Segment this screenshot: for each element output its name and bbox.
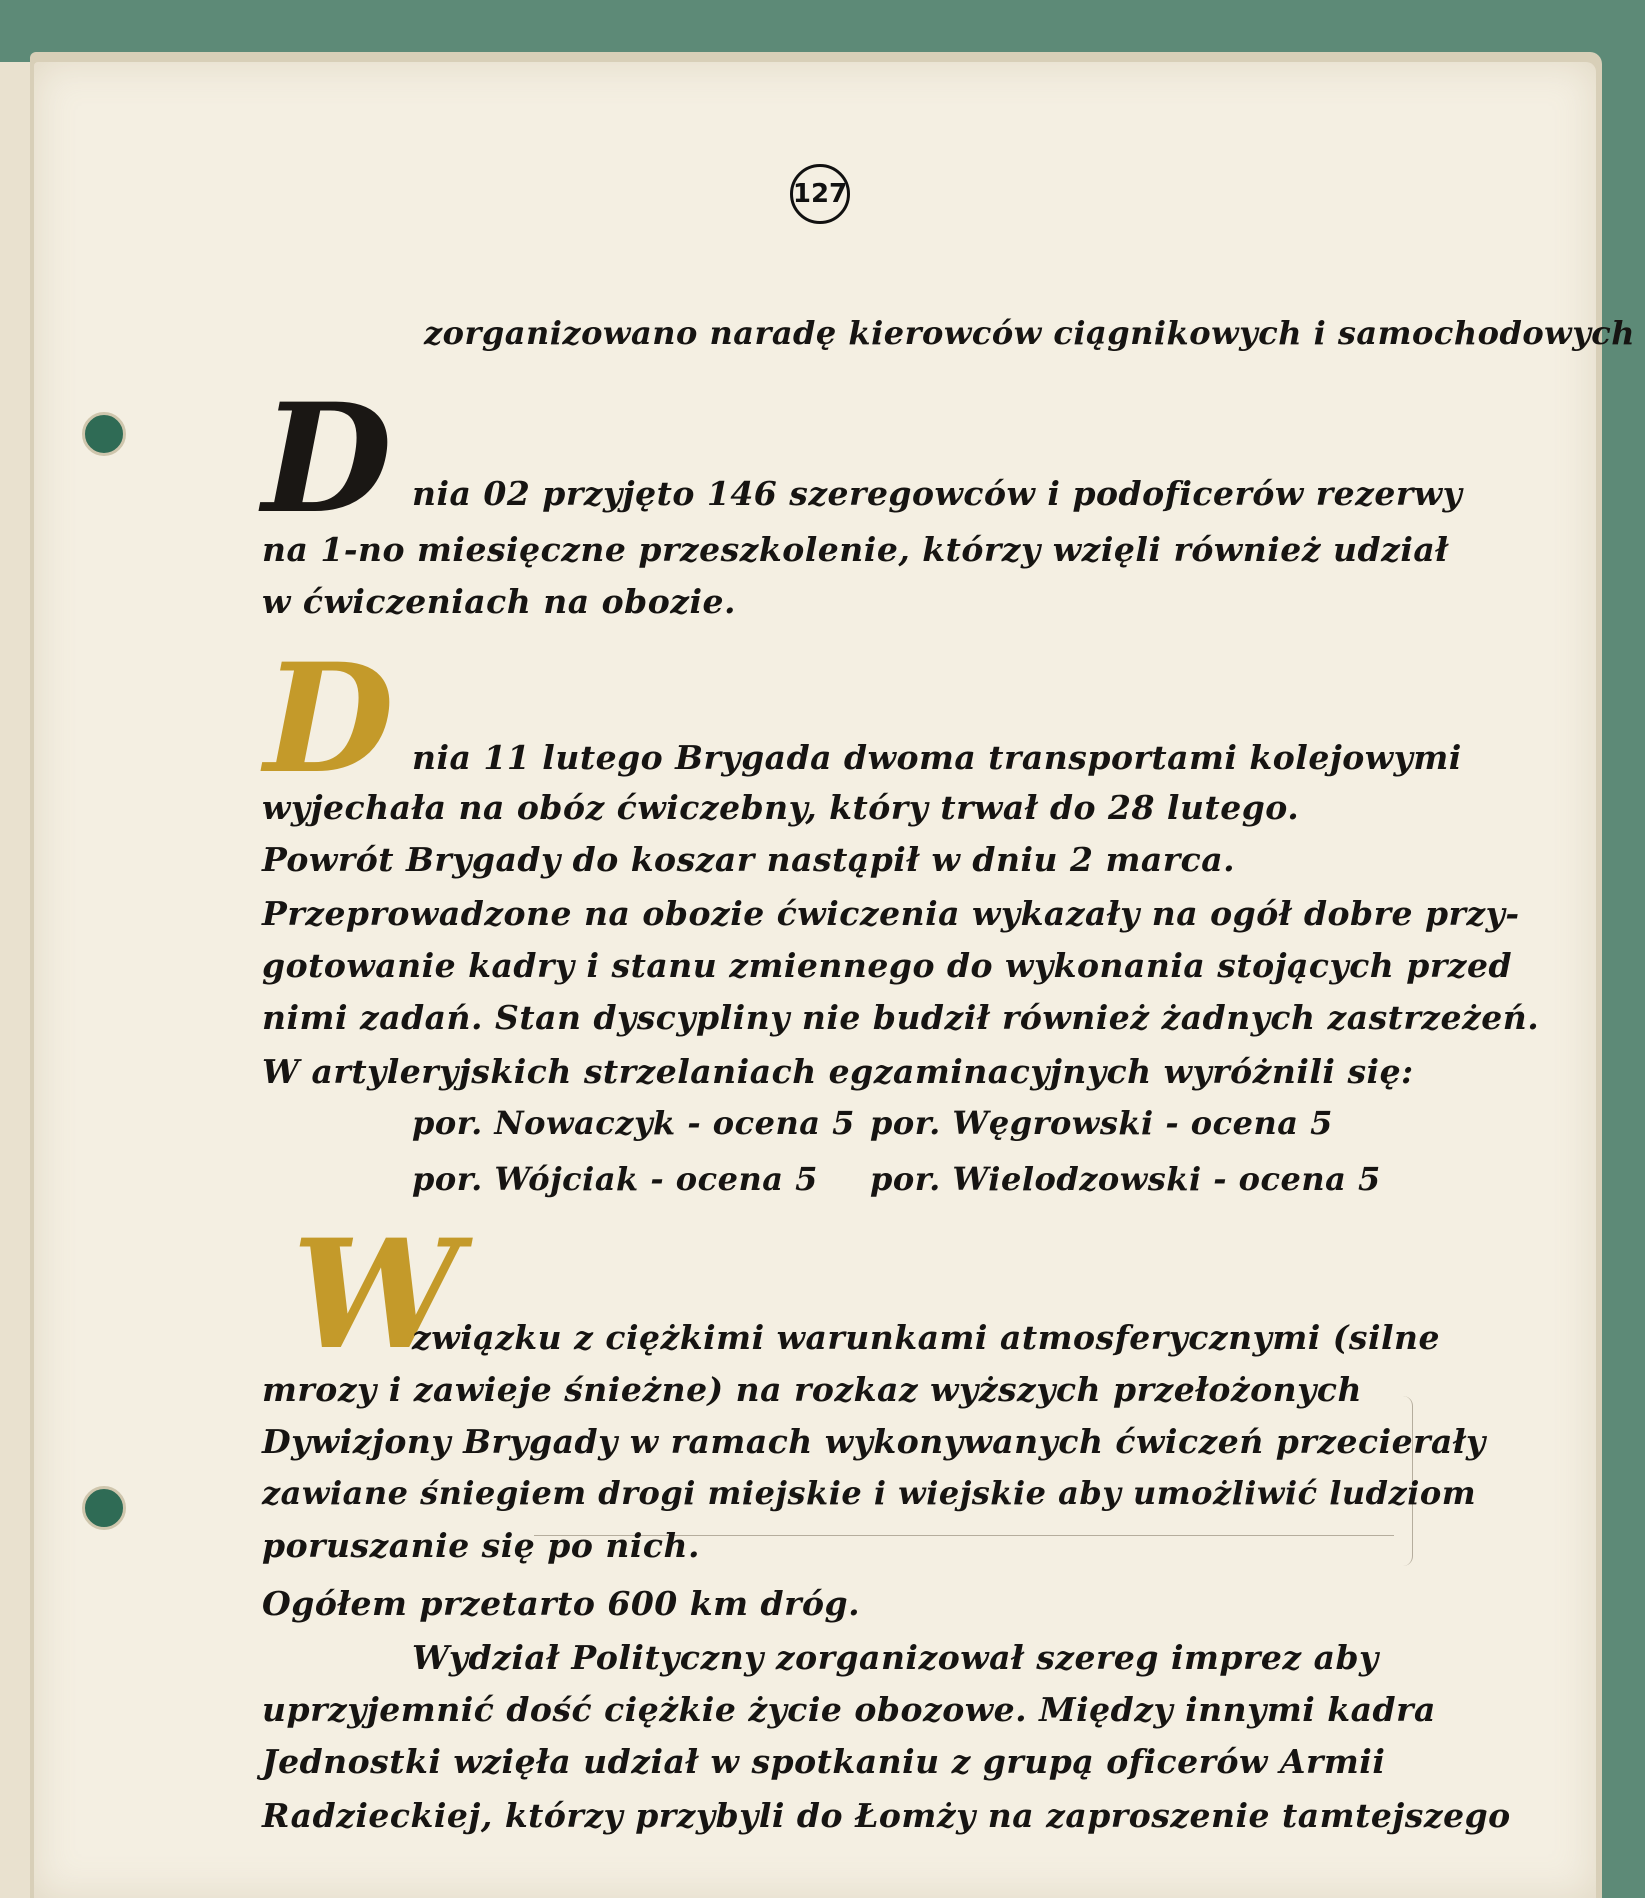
decorative-initial-2: D <box>264 631 395 807</box>
distinction-4: por. Wielodzowski - ocena 5 <box>870 1160 1381 1198</box>
distinction-3: por. Wójciak - ocena 5 <box>412 1160 818 1198</box>
paragraph-3-line-6: Ogółem przetarto 600 km dróg. <box>262 1584 861 1623</box>
paragraph-2-line-3: Powrót Brygady do koszar nastąpił w dniu 2 marca. <box>262 840 1236 879</box>
page-number: 127 <box>790 164 850 224</box>
distinction-1: por. Nowaczyk - ocena 5 <box>412 1104 855 1142</box>
paragraph-2-line-5: gotowanie kadry i stanu zmiennego do wykonania stojących przed <box>262 946 1513 985</box>
paragraph-1-line-2: na 1-no miesięczne przeszkolenie, którzy wzięli również udział <box>262 530 1449 569</box>
binder-hole-bottom <box>82 1486 126 1530</box>
paragraph-1-line-1: nia 02 przyjęto 146 szeregowców i podoficerów rezerwy <box>412 474 1463 513</box>
decorative-initial-3: W <box>292 1207 461 1383</box>
paragraph-4-line-4: Radzieckiej, którzy przybyli do Łomży na zaproszenie tamtejszego <box>262 1796 1511 1835</box>
paragraph-2-line-1: nia 11 lutego Brygada dwoma transportami kolejowymi <box>412 738 1462 777</box>
distinction-2: por. Węgrowski - ocena 5 <box>870 1104 1333 1142</box>
paragraph-1-line-3: w ćwiczeniach na obozie. <box>262 582 736 621</box>
paragraph-2-line-7: W artyleryjskich strzelaniach egzaminacyjnych wyróżnili się: <box>262 1052 1414 1091</box>
binder-hole-top <box>82 412 126 456</box>
paragraph-2-line-2: wyjechała na obóz ćwiczebny, który trwał do 28 lutego. <box>262 788 1300 827</box>
paragraph-3-line-3: Dywizjony Brygady w ramach wykonywanych ćwiczeń przecierały <box>262 1422 1486 1461</box>
paragraph-3-line-4: zawiane śniegiem drogi miejskie i wiejskie aby umożliwić ludziom <box>262 1474 1477 1512</box>
decorative-initial-1: D <box>262 371 393 547</box>
paragraph-3-line-5: poruszanie się po nich. <box>262 1526 700 1565</box>
paragraph-4-line-3: Jednostki wzięła udział w spotkaniu z grupą oficerów Armii <box>262 1742 1386 1781</box>
paragraph-4-line-1: Wydział Polityczny zorganizował szereg imprez aby <box>412 1638 1379 1677</box>
paragraph-2-line-4: Przeprowadzone na obozie ćwiczenia wykazały na ogół dobre przy- <box>262 894 1520 933</box>
paragraph-2-line-6: nimi zadań. Stan dyscypliny nie budził również żadnych zastrzeżeń. <box>262 998 1540 1037</box>
paragraph-4-line-2: uprzyjemnić dość ciężkie życie obozowe. Między innymi kadra <box>262 1690 1436 1729</box>
paragraph-3-line-1: związku z ciężkimi warunkami atmosferycznymi (silne <box>412 1318 1441 1357</box>
intro-line: zorganizowano naradę kierowców ciągnikowych i samochodowych <box>424 314 1636 352</box>
paragraph-3-line-2: mrozy i zawieje śnieżne) na rozkaz wyższych przełożonych <box>262 1370 1362 1409</box>
